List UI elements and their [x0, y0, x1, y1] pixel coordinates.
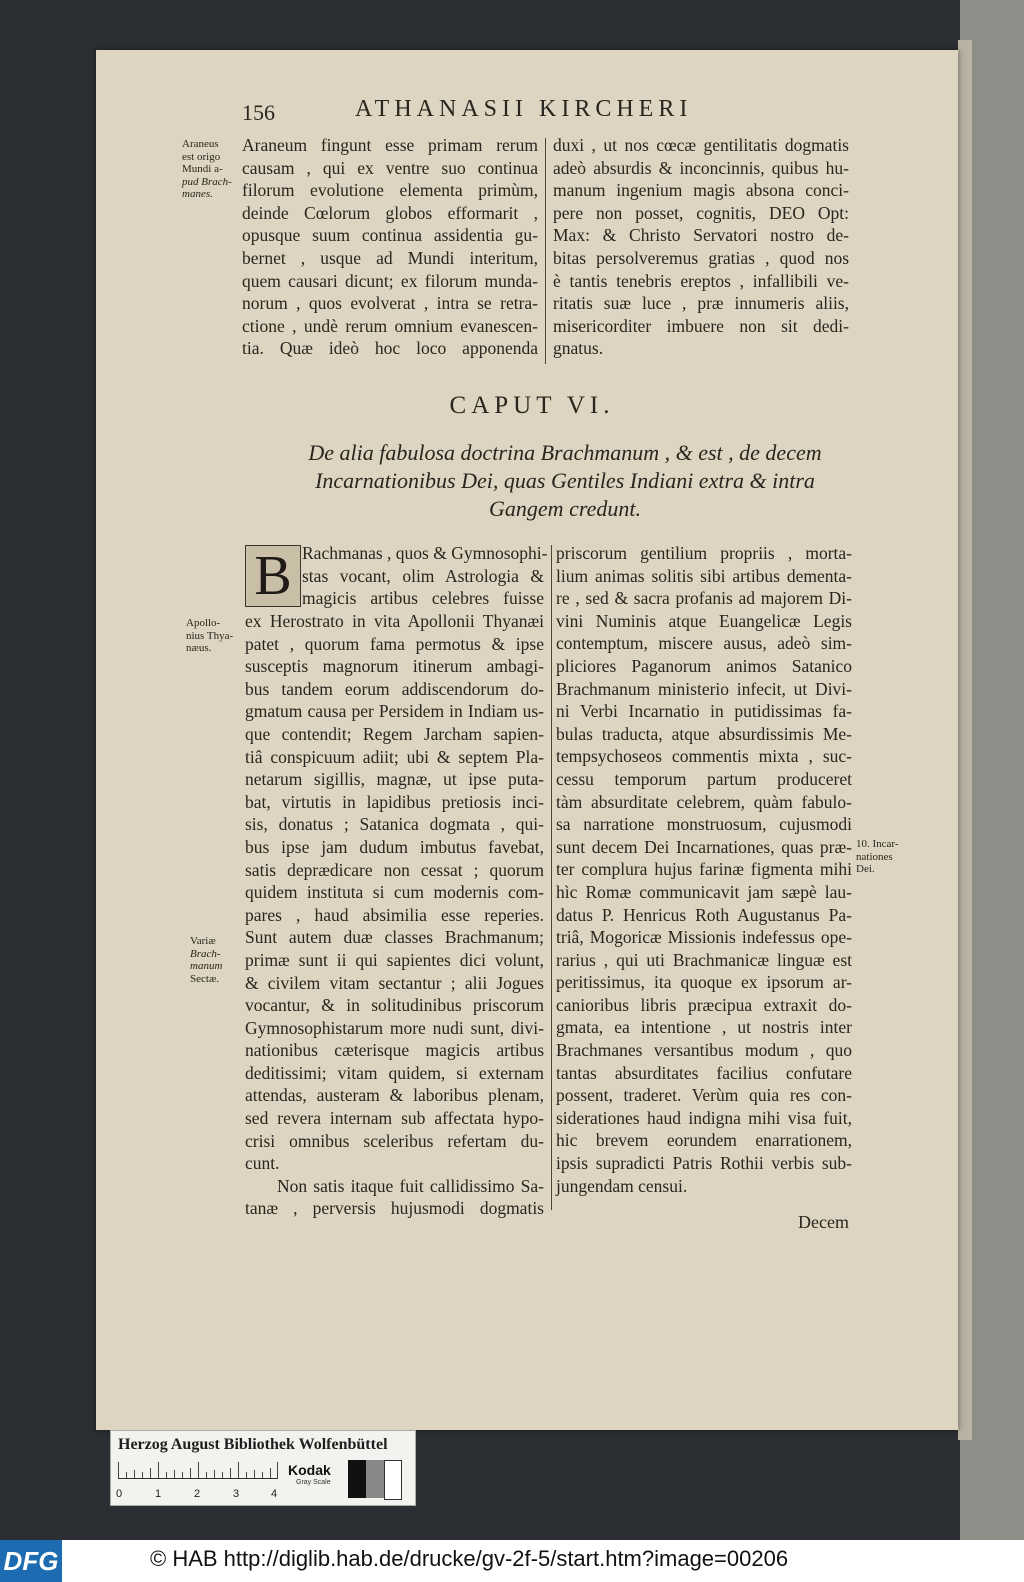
body-left-indented: Rachmanas , quos & Gymnosophi- stas vocant, olim Astrologia & magicis artibus celebres fuisse: [302, 543, 548, 609]
gray-patch-black: [348, 1460, 366, 1498]
margin-note-incarnationes: 10. Incar- nationes Dei.: [856, 838, 899, 875]
body-right-column: priscorum gentilium propriis , morta- lium animas solitis sibi artibus dementa- re , sed & sacra profanis ad majorem Di- vini Numinis atque Euangelicæ Legis contemptum, miscere ausus, adeò sim- pliciores Paganorum animos Satanico Brachmanum ministerio infecit, ut Divi- ni Verbi Incarnatio in putidissimas fa- bulas traducta, atque absurdissimis Me- tempsychoseos commentis mixta , suc- cessu temporum partum produceret tàm absurditate celebrem, quàm fabulo- sa narratione monstruosum, cujusmodi sunt decem Dei Incarnationes, quas præ- ter complura hujus farinæ figmenta mihi hìc Romæ communicavit jam sæpè lau- datus P. Henricus Roth Augustanus Pa- triâ, Mogoricæ Missionis indefessus ope- rarius , qui uti Brachmanicæ linguæ est peritissimus, ita quoque ex ipsorum ar- canioribus libris præcipua extraxit do- gmata, ea intentione , ut nostris inter Brachmanes versantibus modum , quo tantas absurditates facilius confutare possent, traderet. Verùm quia res con- siderationes haud indigna mihi visa fuit, hic brevem eorundem enarrationem, ipsis supradicti Patris Rothii verbis sub- jungendam censui.: [556, 543, 852, 1196]
body-left-column: ex Herostrato in vita Apollonii Thyanæi patet , quorum fama permotus & ipse susceptis magnorum itinerum ambagi- bus tandem eorum addiscendorum do- gmatum causa per Persidem in Indiam us- que contendit; Regem Jarcham sapien- tiâ conspicuum adiit; ubi & septem Pla- netarum sigillis, magnæ, ut ipse puta- bat, virtutis in lapidibus pretiosis inci- sis, donatus ; Satanica dogmata , qui- bus ipse jam dudum imbutus favebat, satis deprædicare non cessat ; quorum quidem instituta si cum modernis com- pares , haud absimilia esse reperies. Sunt autem duæ classes Brachmanum; primæ sunt ii qui sapientes dici volunt, & civilem vitam sectantur ; alii Jogues vocantur, & in solitudinibus priscorum Gymnosophistarum more nudi sunt, divi- nationibus cæterisque magicis artibus deditissimi; vitam quidem, si externam attendas, austeram & laboribus plenam, sed revera internam sub affectata hypo- crisi omnibus sceleribus refertam du- cunt. Non satis itaque fuit callidissimo Sa- tanæ , perversis hujusmodi dogmatis: [245, 611, 544, 1219]
top-left-column: Araneum fingunt esse primam rerum causam , qui ex ventre suo continua filorum evolutione elementa primùm, deinde Cœlorum globos efformarit , opusque suum continua assidentia gu- bernet , usque ad Mundi interitum, quem causari dicunt; ex filorum munda- norum , quos evolverat , intra se retra- ctione , undè rerum omnium evanescen- tia. Quæ ideò hoc loco apponenda: [242, 135, 538, 359]
chapter-title-line-3: Gangem credunt.: [489, 496, 641, 521]
margin-note-apollonius: Apollo- nius Thya- næus.: [186, 617, 234, 654]
dfg-logo[interactable]: DFG: [0, 1540, 62, 1582]
kodak-logo: Kodak: [288, 1462, 331, 1478]
ruler-scale: [118, 1462, 278, 1479]
page-edge: [958, 40, 972, 1440]
chapter-heading: CAPUT VI.: [449, 392, 615, 419]
running-title: ATHANASII KIRCHERI: [355, 96, 693, 122]
chapter-title-line-2: Incarnationibus Dei, quas Gentiles Indiani extra & intra: [315, 468, 815, 493]
library-name: Herzog August Bibliothek Wolfenbüttel: [118, 1436, 388, 1453]
margin-note-araneus: Araneus est origo Mundi a- pud Brach- manes.: [182, 138, 232, 200]
ruler-number-1: 1: [155, 1488, 162, 1500]
ruler-number-4: 4: [271, 1488, 278, 1500]
copyright-url[interactable]: © HAB http://diglib.hab.de/drucke/gv-2f-5/start.htm?image=00206: [150, 1546, 789, 1571]
ruler-number-3: 3: [233, 1488, 240, 1500]
margin-note-variae: Variæ Brach- manum Sectæ.: [190, 935, 223, 985]
catchword: Decem: [798, 1212, 849, 1232]
gray-patch-white: [384, 1460, 402, 1500]
column-rule-top: [545, 138, 546, 364]
chapter-title-line-1: De alia fabulosa doctrina Brachmanum , & est , de decem: [308, 440, 822, 465]
decorated-initial: B: [245, 545, 301, 607]
ruler-number-2: 2: [194, 1488, 201, 1500]
column-rule-body: [551, 545, 552, 1210]
gray-patch-mid: [366, 1460, 384, 1498]
top-right-column: duxi , ut nos cœcæ gentilitatis dogmatis adeò absurdis & inconcinnis, quibus hu- manum ingenium magis absona conci- pere non posset, cognitis, DEO Opt: Max: & Christo Servatori nostro de- bitas persolveremus gratias , quod nos è tantis tenebris ereptos , infallibili ve- ritatis suæ luce , præ innumeris aliis, misericorditer imbuere non sit dedi- gnatus.: [553, 135, 849, 359]
kodak-gray-scale-label: Gray Scale: [296, 1479, 331, 1486]
ruler-number-0: 0: [116, 1488, 123, 1500]
page-number: 156: [242, 100, 275, 125]
